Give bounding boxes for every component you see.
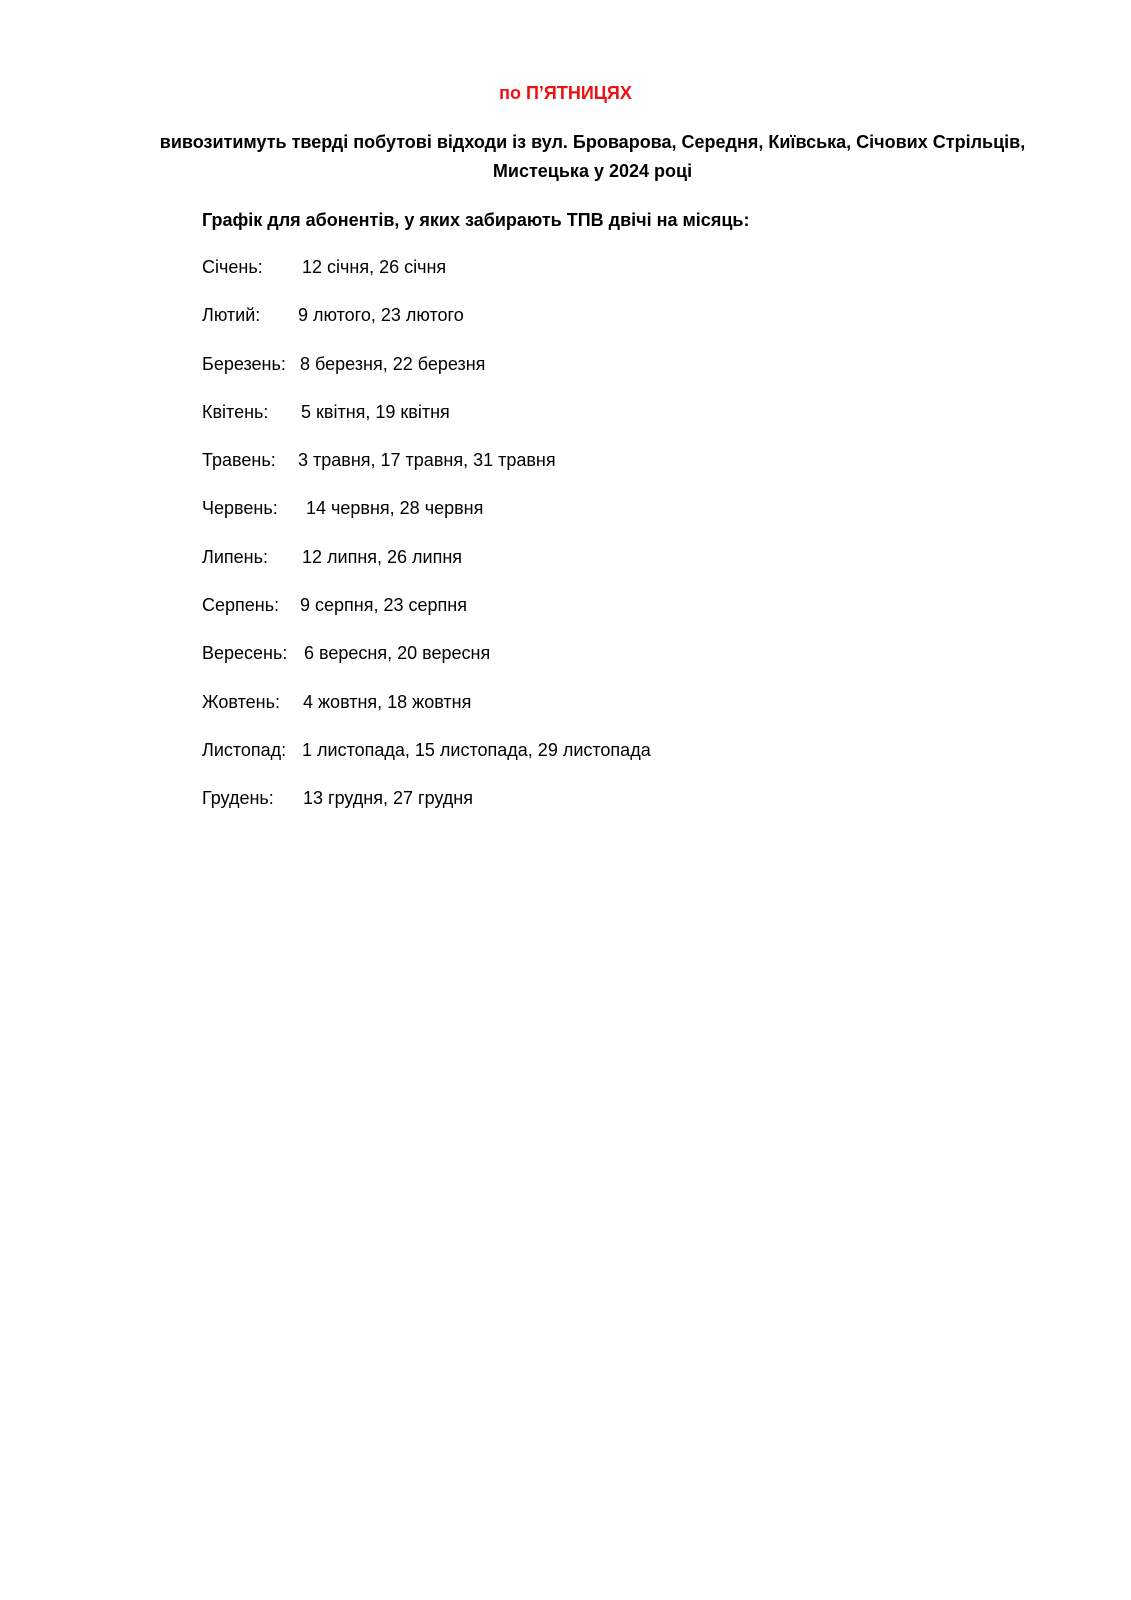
schedule-row-march	[202, 353, 962, 401]
month-label: Квітень:	[202, 401, 269, 422]
schedule-row-october	[202, 691, 962, 739]
month-label: Січень:	[202, 257, 263, 277]
schedule-row-december	[202, 787, 962, 835]
month-label: Травень:	[202, 450, 276, 471]
pickup-dates: 6 вересня, 20 вересня	[304, 643, 491, 664]
month-label: Березень:	[202, 353, 286, 374]
month-label: Червень:	[202, 498, 278, 519]
pickup-dates: 9 лютого, 23 лютого	[298, 305, 464, 326]
schedule-row-june	[202, 497, 962, 545]
pickup-dates: 8 березня, 22 березня	[300, 353, 486, 374]
pickup-dates: 1 листопада, 15 листопада, 29 листопада	[302, 739, 651, 760]
pickup-dates: 13 грудня, 27 грудня	[303, 788, 473, 809]
schedule-row-september	[202, 642, 962, 690]
month-label: Лютий:	[202, 305, 261, 326]
schedule-row-april	[202, 401, 962, 449]
month-label: Грудень:	[202, 788, 274, 809]
pickup-dates: 3 травня, 17 травня, 31 травня	[298, 450, 556, 471]
subtitle-line-1: вивозитимуть тверді побутові відходи із вул. Броварова, Середня, Київська, Січових Стрільців,	[159, 132, 1026, 152]
month-label: Липень:	[202, 546, 268, 567]
day-title: по П’ЯТНИЦЯХ	[499, 83, 632, 103]
pickup-dates: 9 серпня, 23 серпня	[300, 595, 467, 616]
schedule-list	[202, 256, 962, 836]
schedule-row-may	[202, 449, 962, 497]
document-subtitle	[140, 128, 1045, 186]
schedule-row-august	[202, 594, 962, 642]
schedule-row-february	[202, 304, 962, 352]
pickup-dates: 4 жовтня, 18 жовтня	[303, 691, 472, 712]
schedule-row-november	[202, 739, 962, 787]
month-label: Жовтень:	[202, 691, 280, 712]
month-label: Вересень:	[202, 643, 288, 664]
pickup-dates: 12 липня, 26 липня	[302, 546, 463, 567]
pickup-dates: 12 січня, 26 січня	[302, 257, 447, 277]
pickup-dates: 14 червня, 28 червня	[306, 498, 484, 519]
month-label: Серпень:	[202, 595, 280, 616]
month-label: Листопад:	[202, 739, 287, 760]
subtitle-line-2: Мистецька у 2024 році	[492, 161, 693, 181]
schedule-row-january	[202, 256, 962, 304]
schedule-row-july	[202, 546, 962, 594]
schedule-heading: Графік для абонентів, у яких забирають ТПВ двічі на місяць:	[202, 210, 750, 230]
pickup-dates: 5 квітня, 19 квітня	[301, 401, 450, 422]
